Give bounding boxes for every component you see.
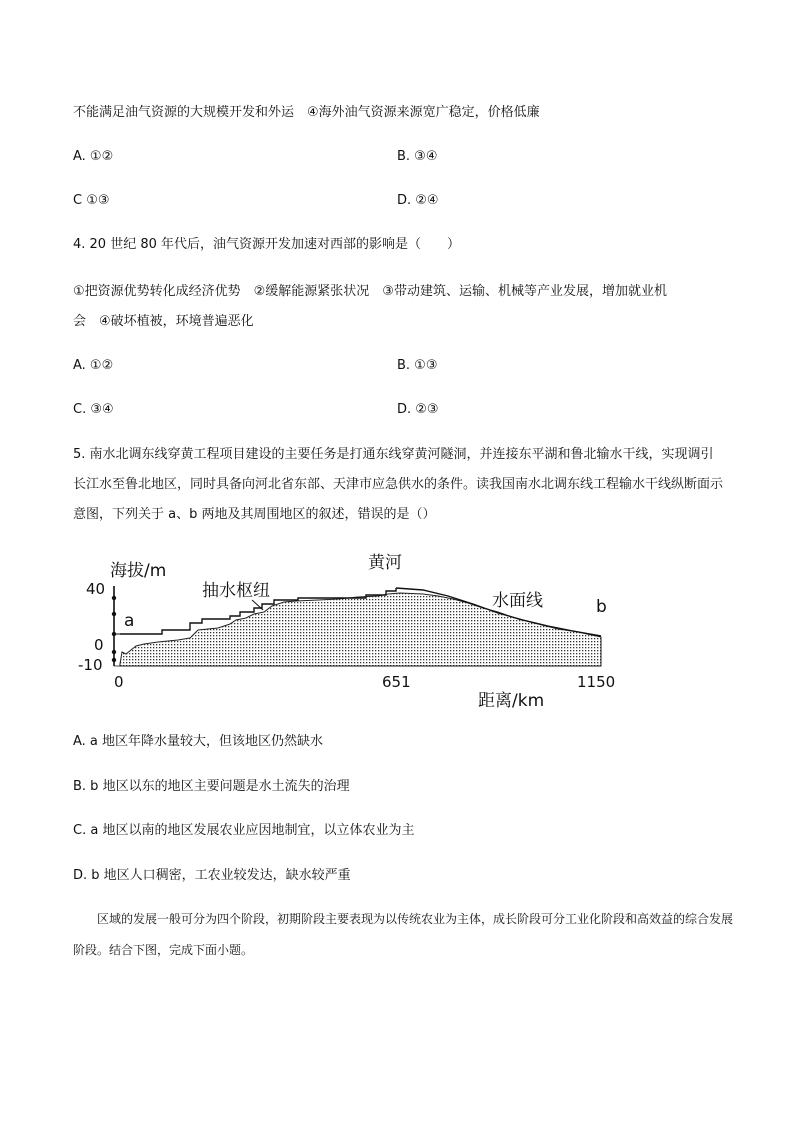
y-axis-label: 海拔/m <box>110 561 167 581</box>
label-a: a <box>124 611 135 631</box>
q4-option-c[interactable]: C. ③④ <box>73 402 114 417</box>
q5-option-a[interactable]: A. a 地区年降水量较大，但该地区仍然缺水 <box>73 734 324 749</box>
q4-statements-line1: ①把资源优势转化成经济优势 ②缓解能源紧张状况 ③带动建筑、运输、机械等产业发展，增加就业机 <box>73 284 667 299</box>
q5-option-c[interactable]: C. a 地区以南的地区发展农业应因地制宜，以立体农业为主 <box>73 823 415 838</box>
label-yellow-river: 黄河 <box>368 553 402 573</box>
y-tick-dot <box>112 650 116 654</box>
q5-option-b[interactable]: B. b 地区以东的地区主要问题是水土流失的治理 <box>73 779 350 794</box>
q3-option-a[interactable]: A. ①② <box>73 149 114 164</box>
y-tick-dot <box>112 612 116 616</box>
canal-profile-figure <box>78 548 628 708</box>
x-tick-651: 651 <box>382 673 411 691</box>
q5-option-d[interactable]: D. b 地区人口稠密，工农业较发达，缺水较严重 <box>73 868 351 883</box>
q4-statements-line2: 会 ④破坏植被，环境普遍恶化 <box>73 314 254 329</box>
y-tick-40: 40 <box>86 580 106 598</box>
q4-option-d[interactable]: D. ②③ <box>397 402 439 417</box>
label-pumping-station: 抽水枢纽 <box>202 581 270 601</box>
x-tick-1150: 1150 <box>577 673 616 691</box>
q4-stem: 4. 20 世纪 80 年代后，油气资源开发加速对西部的影响是（ ） <box>73 237 461 252</box>
q3-option-b[interactable]: B. ③④ <box>397 149 438 164</box>
x-axis-label: 距离/km <box>478 691 545 708</box>
section-intro: 区域的发展一般可分为四个阶段，初期阶段主要表现为以传统农业为主体，成长阶段可分工业化阶段和高效益的综合发展阶段。结合下图，完成下面小题。 <box>73 912 734 957</box>
q4-option-b[interactable]: B. ①③ <box>397 358 438 373</box>
q3-stem-tail: 不能满足油气资源的大规模开发和外运 ④海外油气资源来源宽广稳定，价格低廉 <box>73 105 540 120</box>
label-b: b <box>596 597 607 617</box>
y-tick-0: 0 <box>94 636 104 654</box>
y-tick-dot <box>112 596 116 600</box>
x-tick-0: 0 <box>114 673 124 691</box>
q3-option-d[interactable]: D. ②④ <box>397 193 439 208</box>
label-water-surface: 水面线 <box>492 591 543 611</box>
q5-stem: 5. 南水北调东线穿黄工程项目建设的主要任务是打通东线穿黄河隧洞，并连接东平湖和鲁北输水干线，实现调引长江水至鲁北地区，同时具备向河北省东部、天津市应急供水的条件。读我国南水北调东线工程输水干线纵断面示意图，下列关于 a、b 两地及其周围地区的叙述，错误的是（） <box>73 447 724 522</box>
y-tick-minus10: -10 <box>78 656 103 674</box>
y-tick-dot <box>112 632 116 636</box>
y-tick-dot <box>112 658 116 662</box>
q3-option-c[interactable]: C ①③ <box>73 193 110 208</box>
q4-option-a[interactable]: A. ①② <box>73 358 114 373</box>
